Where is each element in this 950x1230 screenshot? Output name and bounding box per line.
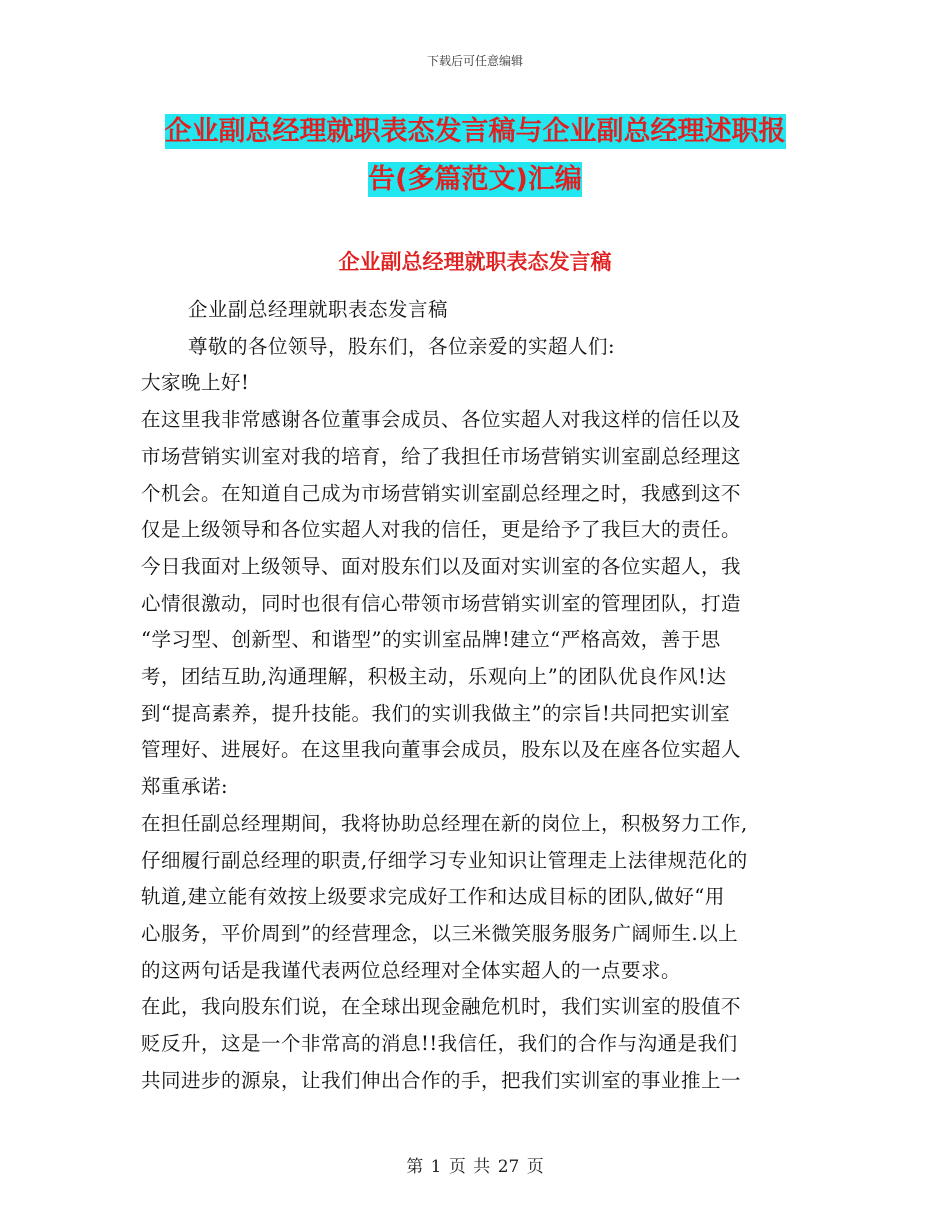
body-line: 在这里我非常感谢各位董事会成员、各位实超人对我这样的信任以及	[141, 408, 742, 432]
body-line: 今日我面对上级领导、面对股东们以及面对实训室的各位实超人，我	[141, 554, 742, 578]
body-line: 心服务，平价周到”的经营理念，以三米微笑服务服务广阔师生.以上	[141, 921, 739, 945]
document-body	[141, 292, 811, 1099]
body-line: 管理好、进展好。在这里我向董事会成员，股东以及在座各位实超人	[141, 738, 742, 762]
body-line: 尊敬的各位领导，股东们，各位亲爱的实超人们:	[188, 334, 616, 358]
body-line: 郑重承诺:	[141, 775, 229, 799]
body-line: 仅是上级领导和各位实超人对我的信任，更是给予了我巨大的责任。	[141, 518, 742, 542]
body-line: 企业副总经理就职表态发言稿	[188, 298, 449, 321]
body-line: 考，团结互助,沟通理解，积极主动，乐观向上”的团队优良作风!达	[141, 665, 727, 689]
body-line: 大家晚上好!	[141, 371, 250, 395]
document-title	[140, 108, 810, 204]
body-line: 仔细履行副总经理的职责,仔细学习专业知识让管理走上法律规范化的	[141, 848, 748, 872]
body-line: 在担任副总经理期间，我将协助总经理在新的岗位上，积极努力工作,	[141, 811, 748, 835]
page-header: 下载后可任意编辑	[426, 54, 523, 68]
body-line: 市场营销实训室对我的培育，给了我担任市场营销实训室副总经理这	[141, 444, 742, 468]
body-line: “学习型、创新型、和谐型”的实训室品牌!建立“严格高效，善于思	[141, 628, 721, 652]
document-title-line-1: 企业副总经理就职表态发言稿与企业副总经理述职报	[164, 116, 786, 147]
body-line: 的这两句话是我谨代表两位总经理对全体实超人的一点要求。	[141, 958, 682, 982]
document-title-line-2: 告(多篇范文)汇编	[368, 164, 582, 195]
body-line: 贬反升，这是一个非常高的消息!!我信任，我们的合作与沟通是我们	[141, 1032, 738, 1056]
body-line: 轨道,建立能有效按上级要求完成好工作和达成目标的团队,做好“用	[141, 885, 725, 909]
body-line: 在此，我向股东们说，在全球出现金融危机时，我们实训室的股值不	[141, 995, 742, 1019]
section-title: 企业副总经理就职表态发言稿	[338, 250, 612, 274]
body-line: 心情很激动，同时也很有信心带领市场营销实训室的管理团队，打造	[141, 591, 742, 615]
page-number-footer: 第 1 页 共 27 页	[406, 1157, 544, 1177]
body-line: 个机会。在知道自己成为市场营销实训室副总经理之时，我感到这不	[141, 481, 742, 505]
body-line: 共同进步的源泉，让我们伸出合作的手，把我们实训室的事业推上一	[141, 1068, 742, 1092]
body-line: 到“提高素养，提升技能。我们的实训我做主”的宗旨!共同把实训室	[141, 701, 731, 725]
